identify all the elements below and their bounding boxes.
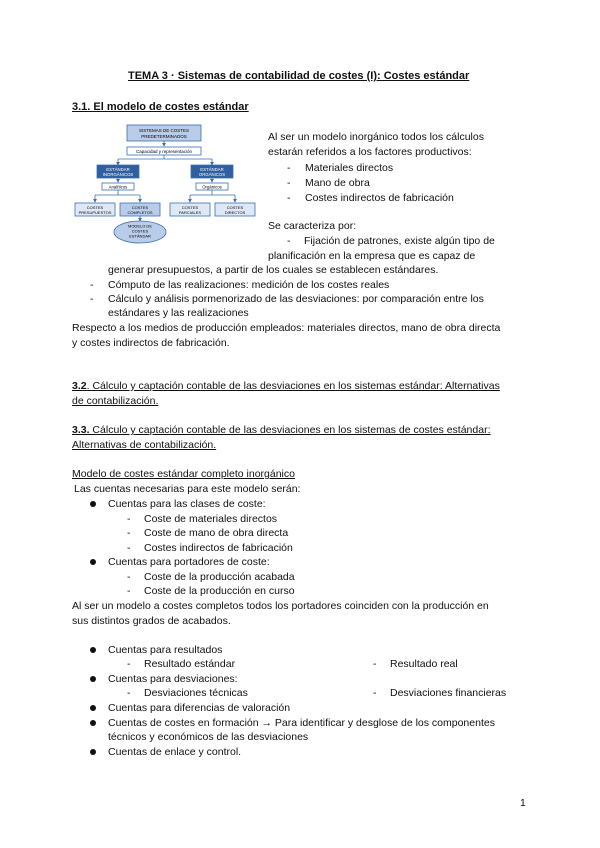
bullet-icon <box>90 498 96 511</box>
section-3-3-heading: Alternativas de contabilización. <box>72 439 217 451</box>
list-item: Coste de la producción acabada <box>144 571 295 583</box>
svg-text:PREDETERMINADOS: PREDETERMINADOS <box>141 134 187 139</box>
svg-text:COMPLETOS: COMPLETOS <box>127 210 153 215</box>
list-item: Desviaciones técnicas <box>144 687 248 699</box>
diagram-level1-box <box>127 147 201 155</box>
section-3-2-heading: de contabilización. <box>72 395 159 407</box>
characteristic-item: Fijación de patrones, existe algún tipo de <box>304 235 495 247</box>
note-paragraph: Al ser un modelo a costes completos todos los portadores coinciden con la producción en <box>72 600 489 612</box>
diagram-right-sub-box <box>196 183 228 190</box>
svg-text:MODELO DE: MODELO DE <box>127 223 153 229</box>
list-dash: - <box>287 177 291 189</box>
means-paragraph: Respecto a los medios de producción empleados: materiales directos, mano de obra directa <box>72 322 501 334</box>
list-item: Cuentas para portadores de coste: <box>108 556 270 568</box>
list-dash: - <box>127 687 131 699</box>
svg-text:SISTEMAS DE COSTES: SISTEMAS DE COSTES <box>138 128 190 133</box>
diagram-leaf-box <box>75 203 115 216</box>
list-dash: - <box>287 162 291 174</box>
svg-text:INORGÁNICOS: INORGÁNICOS <box>102 172 134 177</box>
svg-text:ORGÁNICOS: ORGÁNICOS <box>198 172 226 177</box>
page-number: 1 <box>520 797 526 809</box>
factor-item: Materiales directos <box>305 162 394 174</box>
diagram-leaf-box <box>170 203 210 216</box>
svg-text:PRESUPUESTOS: PRESUPUESTOS <box>78 210 112 215</box>
svg-text:COSTES: COSTES <box>86 205 104 210</box>
list-item: Coste de materiales directos <box>144 513 278 525</box>
list-dash: - <box>90 279 94 291</box>
list-dash: - <box>127 542 131 554</box>
bullet-icon <box>90 556 96 569</box>
characteristic-item: estándares y las realizaciones <box>108 307 249 319</box>
svg-text:COSTES: COSTES <box>181 205 199 210</box>
list-item: Cuentas de costes en formación → Para identificar y desglose de los componentes <box>108 717 495 729</box>
section-3-3-heading: 3.3. Cálculo y captación contable de las desviaciones en los sistemas de costes estándar: <box>72 424 491 436</box>
characteristic-item: Cómputo de las realizaciones: medición de los costes reales <box>108 279 390 291</box>
model-intro: Las cuentas necesarias para este modelo serán: <box>74 483 301 495</box>
svg-text:DIRECTOS: DIRECTOS <box>224 210 246 215</box>
list-item: Cuentas para diferencias de valoración <box>108 702 291 714</box>
diagram-root-box <box>127 125 201 141</box>
diagram-right-box <box>191 165 233 178</box>
cost-systems-diagram <box>70 120 260 246</box>
bullet-icon <box>90 746 96 759</box>
svg-text:Analíticos: Analíticos <box>108 184 128 190</box>
characterized-label: Se caracteriza por: <box>268 220 357 232</box>
diagram-left-box <box>97 165 139 178</box>
list-item: Cuentas para resultados <box>108 644 223 656</box>
factor-item: Mano de obra <box>305 177 370 189</box>
list-dash: - <box>127 658 131 670</box>
section-3-2-heading: 3.2. Cálculo y captación contable de las desviaciones en los sistemas estándar: Alternativas <box>72 380 500 392</box>
list-dash: - <box>127 513 131 525</box>
list-dash: - <box>127 571 131 583</box>
svg-text:COSTES: COSTES <box>131 228 149 234</box>
list-item: Coste de la producción en curso <box>144 585 295 597</box>
list-dash: - <box>90 293 94 305</box>
intro-line: Al ser un modelo inorgánico todos los cálculos <box>268 131 484 143</box>
section-3-1-heading: 3.1. El modelo de costes estándar <box>72 101 249 113</box>
list-item: Desviaciones financieras <box>390 687 507 699</box>
svg-text:Orgánicos: Orgánicos <box>202 184 222 190</box>
characteristic-item: Cálculo y análisis pormenorizado de las desviaciones: por comparación entre los <box>108 293 484 305</box>
svg-text:PARCIALES: PARCIALES <box>178 210 202 215</box>
svg-text:ESTÁNDAR: ESTÁNDAR <box>200 167 224 172</box>
list-item: Resultado real <box>390 658 458 670</box>
bullet-icon <box>90 717 96 730</box>
list-item: Costes indirectos de fabricación <box>144 542 293 554</box>
svg-text:ESTÁNDAR: ESTÁNDAR <box>129 233 151 239</box>
svg-text:COSTES: COSTES <box>226 205 244 210</box>
list-dash: - <box>287 192 291 204</box>
diagram-left-sub-box <box>102 183 134 190</box>
list-dash: - <box>287 235 291 247</box>
diagram-oval <box>114 221 166 243</box>
note-paragraph: sus distintos grados de acabados. <box>72 615 231 627</box>
characteristic-item: planificación en la empresa que es capaz de <box>268 250 476 262</box>
list-item: Cuentas para desviaciones: <box>108 673 238 685</box>
bullet-icon <box>90 644 96 657</box>
diagram-leaf-box <box>215 203 255 216</box>
diagram-leaf-box <box>120 203 160 216</box>
list-item: Cuentas para las clases de coste: <box>108 498 266 510</box>
characteristic-item: generar presupuestos, a partir de los cuales se establecen estándares. <box>108 264 439 276</box>
list-item: Cuentas de enlace y control. <box>108 746 242 758</box>
list-dash: - <box>127 527 131 539</box>
bullet-icon <box>90 702 96 715</box>
svg-text:COSTES: COSTES <box>131 205 149 210</box>
list-dash: - <box>127 585 131 597</box>
list-item: técnicos y económicos de las desviaciones <box>108 731 309 743</box>
factor-item: Costes indirectos de fabricación <box>305 192 454 204</box>
list-dash: - <box>373 658 377 670</box>
list-item: Resultado estándar <box>144 658 236 670</box>
svg-text:Capacidad y representación: Capacidad y representación <box>135 149 193 154</box>
svg-text:ESTÁNDAR: ESTÁNDAR <box>106 167 130 172</box>
model-heading: Modelo de costes estándar completo inorgánico <box>72 468 295 480</box>
list-dash: - <box>373 687 377 699</box>
intro-line: estarán referidos a los factores productivos: <box>268 146 472 158</box>
bullet-icon <box>90 673 96 686</box>
page-title: TEMA 3 · Sistemas de contabilidad de costes (I): Costes estándar <box>128 70 470 82</box>
means-paragraph: y costes indirectos de fabricación. <box>72 337 230 349</box>
list-item: Coste de mano de obra directa <box>144 527 289 539</box>
